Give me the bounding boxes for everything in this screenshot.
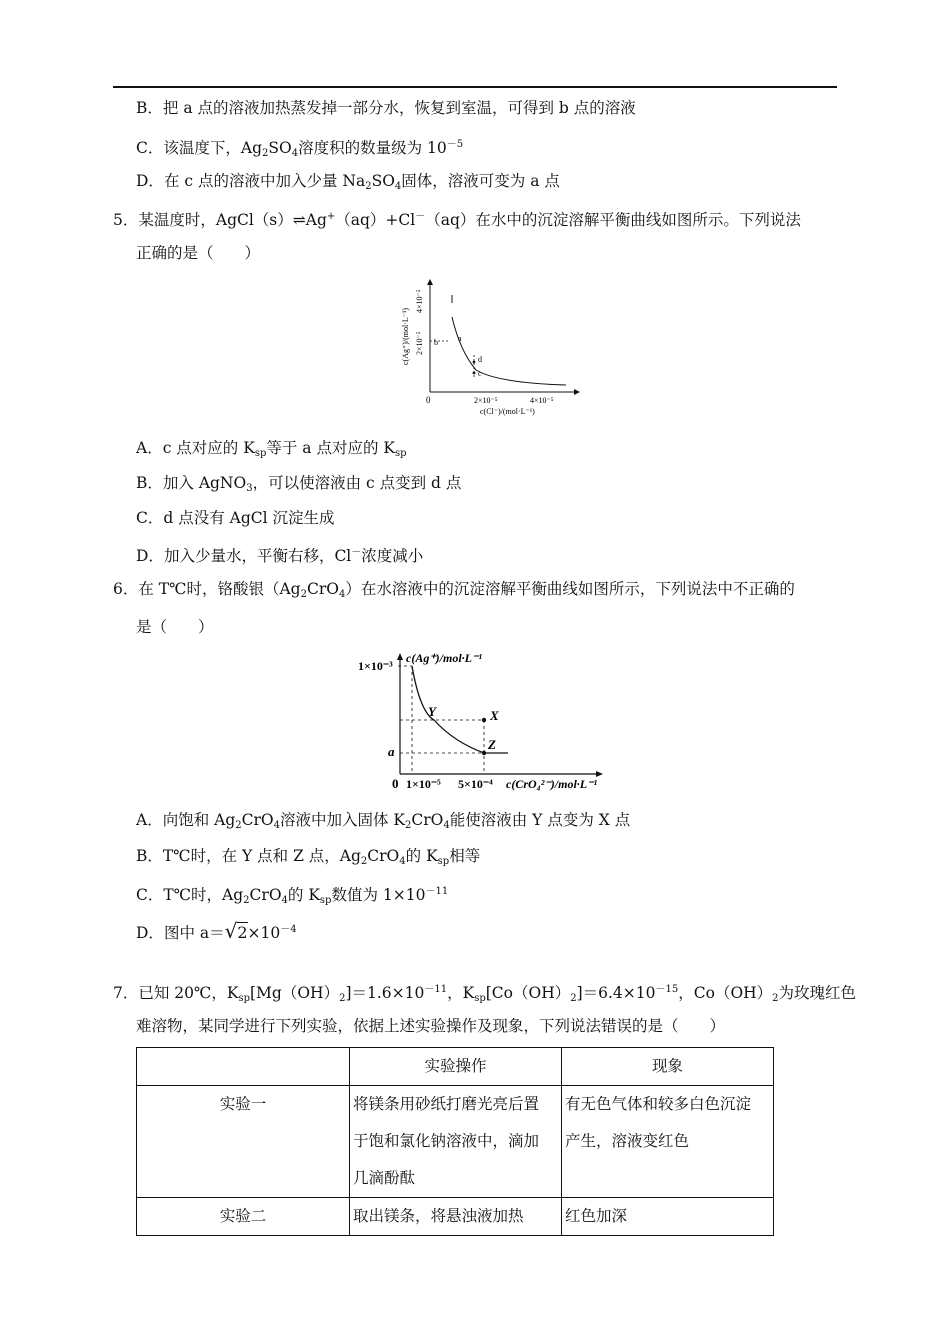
q6-option-c: C．T℃时，$Ag_2CrO_4$的 $K_{sp}$数值为 $1\times 10^{-11}$ [136, 886, 449, 906]
q5-x-label: c(Cl⁻)/(mol·L⁻¹) [480, 407, 535, 416]
q4-option-c: C．该温度下，$Ag_2SO_4$溶度积的数量级为 $10^{-5}$ [136, 139, 464, 159]
operation-cell [350, 1198, 562, 1236]
q6-x-tick-2: 5×10⁻⁴ [458, 777, 493, 791]
operation-line: 几滴酚酞 [353, 1169, 416, 1187]
q5-x-axis-arrow [574, 389, 580, 395]
phenomenon-cell [562, 1086, 774, 1198]
header-rule [113, 86, 837, 88]
operation-line: 将镁条用砂纸打磨光亮后置 [353, 1095, 540, 1113]
q5-y-label: c(Ag⁺)/(mol·L⁻¹) [401, 307, 410, 365]
radical-sign: √ [224, 919, 238, 943]
q5-x-tick-1: 2×10⁻⁵ [474, 396, 498, 405]
q5-point-d: d [478, 355, 482, 364]
q5-y-tick-1: 2×10⁻⁵ [415, 331, 424, 355]
operation-line: 于饱和氯化钠溶液中，滴加 [353, 1132, 540, 1150]
experiment-name-cell: 实验一 [137, 1086, 350, 1198]
phenomenon-line: 产生，溶液变红色 [565, 1132, 690, 1150]
q4-option-d: D．在 c 点的溶液中加入少量 $Na_2SO_4$固体，溶液可变为 a 点 [136, 172, 560, 192]
q5-stem-line1: 5．某温度时，AgCl（s）⇌Ag+（aq）+Cl－（aq）在水中的沉淀溶解平衡曲线如图所示。下列说法 [113, 211, 801, 229]
q6-x-tick-1: 1×10⁻⁵ [406, 777, 441, 791]
q5-agcl-solubility-figure [388, 275, 588, 423]
table-row [137, 1198, 774, 1236]
q7-stem-line1: 7．已知 20℃，$K_{sp}[Mg(OH)_2]=1.6\times 10^{-11}$，$K_{sp}[Co(OH)_2]=6.4\times 10^{-15}$，$Co(OH)_2$为玫瑰红色 [113, 984, 857, 1004]
q4-option-b: B．把 a 点的溶液加热蒸发掉一部分水，恢复到室温，可得到 b 点的溶液 [136, 99, 636, 117]
q5-y-axis-arrow [427, 279, 433, 285]
q6-y-axis-arrow [397, 653, 403, 660]
q6-point-z: Z [488, 737, 496, 752]
experiment-name-cell: 实验二 [137, 1198, 350, 1236]
q6-stem-line2: 是（ ） [136, 618, 214, 636]
table-header-row [137, 1048, 774, 1086]
q6-origin: 0 [392, 776, 399, 791]
q5-point-b: b [434, 338, 438, 347]
q6-x-label: c(CrO₄²⁻)/mol·L⁻¹ [506, 777, 598, 791]
q5-point-c-dot [473, 372, 476, 375]
q6-y-tick-top: 1×10⁻³ [358, 659, 393, 673]
table-header-cell: 实验操作 [350, 1048, 562, 1086]
q5-point-d-dot [473, 361, 476, 364]
q6-y-label: c(Ag⁺)/mol·L⁻¹ [406, 651, 482, 665]
q6-point-x: X [490, 708, 499, 723]
q5-stem-line2: 正确的是（ ） [136, 244, 261, 262]
q6-point-z-dot [482, 751, 486, 755]
operation-line: 取出镁条，将悬浊液加热 [353, 1207, 524, 1225]
q5-origin: 0 [426, 395, 431, 405]
q5-curve [452, 317, 566, 385]
q6-point-x-dot [482, 718, 486, 722]
q6-x-axis-arrow [596, 771, 603, 777]
q6-option-a: A．向饱和 $Ag_2CrO_4$溶液中加入固体 $K_2CrO_4$能使溶液由 Y 点变为 X 点 [136, 811, 631, 831]
q5-option-a: A．c 点对应的 $K_{sp}$等于 a 点对应的 $K_{sp}$ [136, 439, 407, 459]
q5-option-d: D．加入少量水，平衡右移，Cl－浓度减小 [136, 547, 424, 565]
operation-cell [350, 1086, 562, 1198]
q6-option-b: B．T℃时，在 Y 点和 Z 点，$Ag_2CrO_4$的 $K_{sp}$相等 [136, 847, 481, 867]
q5-x-tick-2: 4×10⁻⁵ [530, 396, 554, 405]
q6-ag2cro4-solubility-figure [350, 646, 620, 796]
q5-option-c: C．d 点没有 AgCl 沉淀生成 [136, 509, 335, 527]
q6-option-d: D．图中 $a=√2\times 10^{-4}$ [136, 919, 297, 943]
phenomenon-line: 有无色气体和较多白色沉淀 [565, 1095, 752, 1113]
q5-point-c: c [478, 369, 482, 378]
q6-y-tick-a: a [388, 744, 395, 759]
q5-option-b: B．加入 AgNO$_3$，可以使溶液由 c 点变到 d 点 [136, 474, 462, 494]
phenomenon-cell [562, 1198, 774, 1236]
radicand: 2 [237, 923, 248, 942]
phenomenon-line: 红色加深 [565, 1207, 628, 1225]
q5-point-a: a [458, 334, 462, 343]
q5-y-tick-2: 4×10⁻⁵ [415, 289, 424, 313]
table-row [137, 1086, 774, 1198]
table-header-cell: 现象 [562, 1048, 774, 1086]
q6-stem-line1: 6．在 T℃时，铬酸银$(Ag_2CrO_4)$在水溶液中的沉淀溶解平衡曲线如图所示，下列说法中不正确的 [113, 580, 795, 600]
q7-experiment-table [136, 1047, 774, 1236]
q7-stem-line2: 难溶物，某同学进行下列实验，依据上述实验操作及现象，下列说法错误的是（ ） [136, 1017, 726, 1035]
q6-point-y: Y [428, 704, 436, 719]
table-header-cell [137, 1048, 350, 1086]
